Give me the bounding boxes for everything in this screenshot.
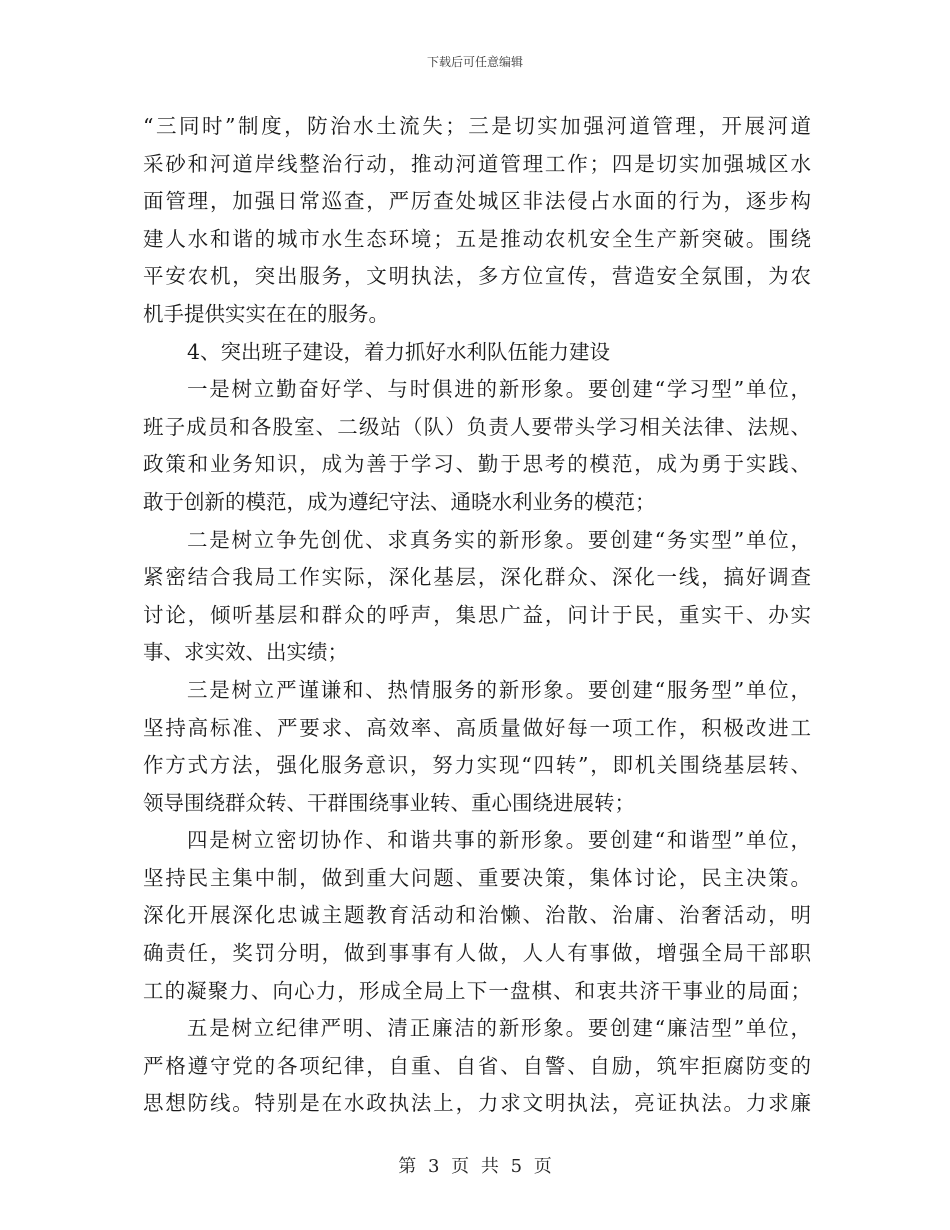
- body-line: 建人水和谐的城市水生态环境；五是推动农机安全生产新突破。围绕: [143, 226, 811, 251]
- body-line: 平安农机，突出服务，文明执法，多方位宣传，营造安全氛围，为农: [143, 264, 811, 289]
- body-line: 确责任，奖罚分明，做到事事有人做，人人有事做，增强全局干部职: [143, 941, 811, 966]
- body-line: 思想防线。特别是在水政执法上，力求文明执法，亮证执法。力求廉: [143, 1091, 811, 1116]
- page-header: 下载后可任意编辑: [426, 55, 523, 69]
- body-line: 领导围绕群众转、干群围绕事业转、重心围绕进展转；: [143, 790, 635, 815]
- body-line: 二是树立争先创优、求真务实的新形象。要创建“务实型”单位，: [187, 527, 811, 552]
- body-line: 采砂和河道岸线整治行动，推动河道管理工作；四是切实加强城区水: [143, 151, 811, 176]
- body-line: 紧密结合我局工作实际，深化基层，深化群众、深化一线，搞好调查: [143, 565, 811, 590]
- page-footer: 第 3 页 共 5 页: [398, 1156, 552, 1177]
- body-line: 坚持高标准、严要求、高效率、高质量做好每一项工作，积极改进工: [143, 715, 811, 740]
- body-line: 面管理，加强日常巡查，严厉查处城区非法侵占水面的行为，逐步构: [143, 189, 811, 214]
- body-line: 五是树立纪律严明、清正廉洁的新形象。要创建“廉洁型”单位，: [187, 1016, 811, 1041]
- body-line: 敢于创新的模范，成为遵纪守法、通晓水利业务的模范；: [143, 489, 656, 514]
- body-line: 机手提供实实在在的服务。: [143, 301, 389, 326]
- body-line: 一是树立勤奋好学、与时俱进的新形象。要创建“学习型”单位，: [187, 377, 811, 402]
- body-line: 政策和业务知识，成为善于学习、勤于思考的模范，成为勇于实践、: [143, 452, 811, 477]
- body-line: 讨论，倾听基层和群众的呼声，集思广益，问计于民，重实干、办实: [143, 602, 811, 627]
- body-line: 坚持民主集中制，做到重大问题、重要决策，集体讨论，民主决策。: [143, 865, 811, 890]
- body-line: 严格遵守党的各项纪律，自重、自省、自警、自励，筑牢拒腐防变的: [143, 1053, 811, 1078]
- body-line: 事、求实效、出实绩；: [143, 640, 348, 665]
- body-line: 三是树立严谨谦和、热情服务的新形象。要创建“服务型”单位，: [187, 677, 811, 702]
- body-line: 班子成员和各股室、二级站（队）负责人要带头学习相关法律、法规、: [143, 414, 811, 439]
- body-line: 4、突出班子建设，着力抓好水利队伍能力建设: [187, 339, 611, 364]
- body-line: 四是树立密切协作、和谐共事的新形象。要创建“和谐型”单位，: [187, 828, 811, 853]
- body-line: 工的凝聚力、向心力，形成全局上下一盘棋、和衷共济干事业的局面；: [143, 978, 811, 1003]
- body-line: “三同时”制度，防治水土流失；三是切实加强河道管理，开展河道: [143, 114, 811, 138]
- body-line: 作方式方法，强化服务意识，努力实现“四转”，即机关围绕基层转、: [143, 753, 811, 778]
- document-body: [143, 108, 811, 1123]
- body-line: 深化开展深化忠诚主题教育活动和治懒、治散、治庸、治奢活动，明: [143, 903, 811, 928]
